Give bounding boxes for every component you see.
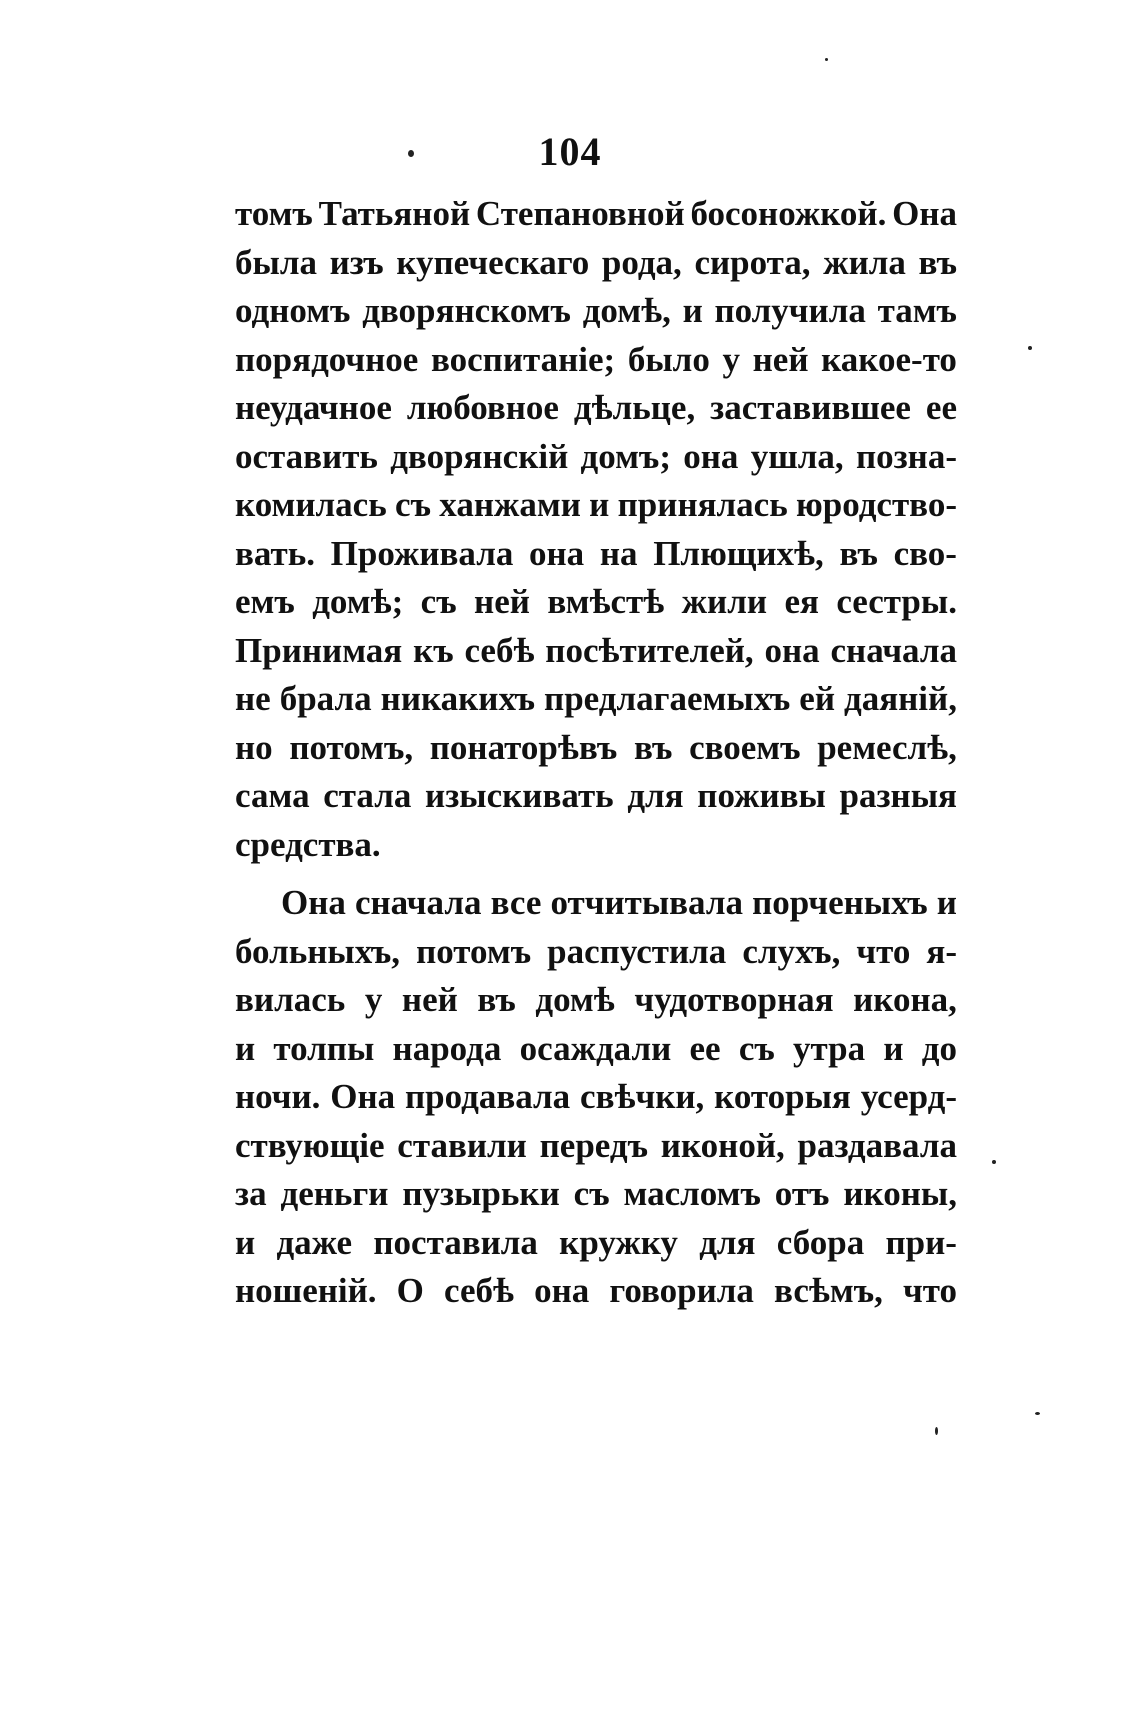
word: томъ bbox=[235, 194, 313, 233]
word: больныхъ, bbox=[235, 931, 401, 971]
word: дворянскомъ bbox=[362, 291, 571, 330]
word: жили bbox=[681, 582, 768, 621]
word: брала bbox=[279, 679, 372, 718]
text-line bbox=[235, 336, 957, 385]
word: она bbox=[529, 533, 585, 573]
word: деньги bbox=[280, 1174, 389, 1213]
scan-speck bbox=[1028, 346, 1032, 350]
word: она bbox=[764, 630, 820, 670]
word: дѣльце, bbox=[573, 388, 696, 427]
word: толпы bbox=[273, 1028, 375, 1068]
word: порченыхъ bbox=[752, 883, 928, 922]
word: Она bbox=[330, 1077, 396, 1116]
word: вмѣстѣ bbox=[547, 582, 665, 621]
word: никакихъ bbox=[380, 679, 536, 718]
word: какое-то bbox=[821, 339, 957, 379]
word: продавала bbox=[405, 1077, 571, 1116]
paragraph-1 bbox=[235, 190, 957, 869]
word: Она bbox=[281, 883, 346, 922]
word: разныя bbox=[839, 776, 957, 815]
word: ней bbox=[401, 980, 458, 1019]
text-line bbox=[235, 1170, 957, 1219]
word: въ bbox=[918, 242, 957, 282]
text-line bbox=[235, 1267, 957, 1316]
word: любовное bbox=[406, 388, 559, 427]
word: ее bbox=[925, 388, 957, 427]
word: ношеній. bbox=[235, 1271, 377, 1310]
body-text bbox=[235, 190, 957, 1316]
word: ея bbox=[784, 582, 819, 621]
word: на bbox=[599, 533, 638, 573]
word: при- bbox=[885, 1222, 957, 1262]
text-line bbox=[235, 724, 957, 773]
word: ее bbox=[689, 1028, 721, 1068]
word: Она bbox=[892, 194, 957, 233]
word: которыя bbox=[714, 1077, 851, 1116]
word: домѣ; bbox=[312, 582, 404, 621]
word: осаждали bbox=[519, 1028, 672, 1068]
word: поставила bbox=[373, 1222, 538, 1262]
word: сестры. bbox=[836, 582, 957, 621]
word: все bbox=[490, 883, 542, 922]
word: сбора bbox=[776, 1222, 865, 1262]
word: домъ; bbox=[580, 436, 671, 476]
word: босоножкой. bbox=[690, 194, 887, 233]
word: неудачное bbox=[235, 388, 392, 427]
word: дворянскій bbox=[390, 436, 569, 476]
word: свѣчки, bbox=[580, 1077, 705, 1116]
word: сво- bbox=[893, 533, 957, 573]
word: и bbox=[682, 291, 703, 330]
word: Степановной bbox=[475, 194, 685, 233]
text-line bbox=[235, 1122, 957, 1171]
word: ночи. bbox=[235, 1077, 321, 1116]
word: купеческаго bbox=[396, 242, 590, 282]
word: емъ bbox=[235, 582, 295, 621]
word: отъ bbox=[774, 1174, 830, 1213]
word: поживы bbox=[697, 776, 826, 815]
text-line bbox=[235, 627, 957, 676]
word: комилась bbox=[235, 485, 387, 524]
word: въ bbox=[633, 727, 673, 767]
word: ей bbox=[799, 679, 835, 718]
word: и bbox=[883, 1028, 904, 1068]
word: себѣ bbox=[443, 1271, 514, 1310]
word: она bbox=[683, 436, 739, 476]
word: даяній, bbox=[844, 679, 957, 718]
word: даже bbox=[276, 1222, 353, 1262]
word: заставившее bbox=[710, 388, 911, 427]
word: иконы, bbox=[843, 1174, 957, 1213]
text-line bbox=[235, 384, 957, 433]
word: сирота, bbox=[694, 242, 811, 282]
word: отчитывала bbox=[550, 883, 743, 922]
text-line bbox=[235, 578, 957, 627]
paragraph-2 bbox=[235, 879, 957, 1316]
word: она bbox=[534, 1271, 590, 1310]
word: было bbox=[627, 339, 710, 379]
word: кружку bbox=[559, 1222, 678, 1262]
text-line bbox=[235, 481, 957, 530]
word: сначала bbox=[354, 883, 482, 922]
word: Проживала bbox=[330, 533, 514, 573]
word: была bbox=[235, 242, 317, 282]
text-line bbox=[235, 928, 957, 977]
word: съ bbox=[738, 1028, 775, 1068]
word: позна- bbox=[855, 436, 957, 476]
word: своемъ bbox=[689, 727, 801, 767]
word: сначала bbox=[830, 630, 957, 670]
word: порядочное bbox=[235, 339, 419, 379]
word: говорила bbox=[609, 1271, 754, 1310]
scan-speck bbox=[408, 150, 414, 157]
text-line: средства. bbox=[235, 824, 381, 864]
word: раздавала bbox=[797, 1125, 957, 1165]
word: и bbox=[235, 1222, 256, 1262]
word: въ bbox=[477, 980, 516, 1019]
text-line bbox=[235, 530, 957, 579]
word: посѣтителей, bbox=[545, 630, 754, 670]
word: утра bbox=[793, 1028, 866, 1068]
word: Плющихѣ, bbox=[653, 533, 824, 573]
word: вать. bbox=[235, 533, 315, 573]
page-number: 104 bbox=[538, 129, 602, 174]
word: предлагаемыхъ bbox=[544, 679, 791, 718]
word: ней bbox=[752, 339, 809, 379]
word: потомъ bbox=[416, 931, 532, 971]
word: иконой, bbox=[660, 1125, 785, 1165]
word: у bbox=[722, 339, 740, 379]
word: ставили bbox=[397, 1125, 527, 1165]
word: съ bbox=[395, 485, 431, 524]
word: Принимая bbox=[235, 630, 403, 670]
word: понаторѣвъ bbox=[429, 727, 618, 767]
paragraph-gap bbox=[235, 869, 957, 879]
word: слухъ, bbox=[742, 931, 841, 971]
word: и bbox=[589, 485, 610, 524]
word: себѣ bbox=[464, 630, 535, 670]
text-line bbox=[235, 433, 957, 482]
text-line bbox=[235, 879, 957, 928]
word: Татьяной bbox=[318, 194, 471, 233]
word: рода, bbox=[601, 242, 682, 282]
word: юродство- bbox=[796, 485, 957, 524]
text-line bbox=[235, 1073, 957, 1122]
text-line bbox=[235, 190, 957, 239]
word: всѣмъ, bbox=[774, 1271, 883, 1310]
word: и bbox=[936, 883, 957, 922]
word: что bbox=[903, 1271, 957, 1310]
word: стала bbox=[323, 776, 412, 815]
word: съ bbox=[420, 582, 457, 621]
word: распустила bbox=[547, 931, 727, 971]
word: вилась bbox=[235, 980, 346, 1019]
word: я- bbox=[926, 931, 957, 971]
text-line bbox=[235, 675, 957, 724]
scan-speck bbox=[825, 58, 828, 61]
text-line bbox=[235, 1219, 957, 1268]
word: въ bbox=[839, 533, 878, 573]
word: изыскивать bbox=[425, 776, 614, 815]
word: ней bbox=[474, 582, 530, 621]
word: у bbox=[364, 980, 383, 1019]
word: до bbox=[921, 1028, 957, 1068]
word: для bbox=[627, 776, 684, 815]
word: оставить bbox=[235, 436, 378, 476]
word: ханжами bbox=[439, 485, 581, 524]
word: ствующіе bbox=[235, 1125, 385, 1165]
word: масломъ bbox=[623, 1174, 761, 1213]
word: воспитаніе; bbox=[430, 339, 616, 379]
word: для bbox=[699, 1222, 756, 1262]
word: народа bbox=[392, 1028, 502, 1068]
word: передъ bbox=[539, 1125, 648, 1165]
word: потомъ, bbox=[289, 727, 414, 767]
word: и bbox=[235, 1028, 256, 1068]
word: къ bbox=[413, 630, 454, 670]
text-line bbox=[235, 239, 957, 288]
word: икона, bbox=[853, 980, 957, 1019]
word: домѣ, bbox=[582, 291, 671, 330]
scan-speck bbox=[1035, 1412, 1040, 1415]
text-line bbox=[235, 976, 957, 1025]
text-line bbox=[235, 1025, 957, 1074]
word: сама bbox=[235, 776, 310, 815]
word: не bbox=[235, 679, 271, 718]
scan-speck bbox=[935, 1427, 938, 1435]
text-line bbox=[235, 772, 957, 821]
word: ремеслѣ, bbox=[817, 727, 957, 767]
word: чудотворная bbox=[634, 980, 834, 1019]
scan-speck bbox=[992, 1160, 996, 1164]
word: получила bbox=[714, 291, 866, 330]
word: съ bbox=[573, 1174, 610, 1213]
word: жила bbox=[823, 242, 906, 282]
word: тамъ bbox=[877, 291, 957, 330]
word: домѣ bbox=[535, 980, 615, 1019]
word: изъ bbox=[329, 242, 384, 282]
word: принялась bbox=[617, 485, 788, 524]
word: что bbox=[856, 931, 911, 971]
word: ушла, bbox=[750, 436, 844, 476]
word: одномъ bbox=[235, 291, 351, 330]
word: пузырьки bbox=[402, 1174, 560, 1213]
text-line bbox=[235, 287, 957, 336]
word: за bbox=[235, 1174, 267, 1213]
word: но bbox=[235, 727, 273, 767]
word: усерд- bbox=[860, 1077, 957, 1116]
word: О bbox=[396, 1271, 424, 1310]
